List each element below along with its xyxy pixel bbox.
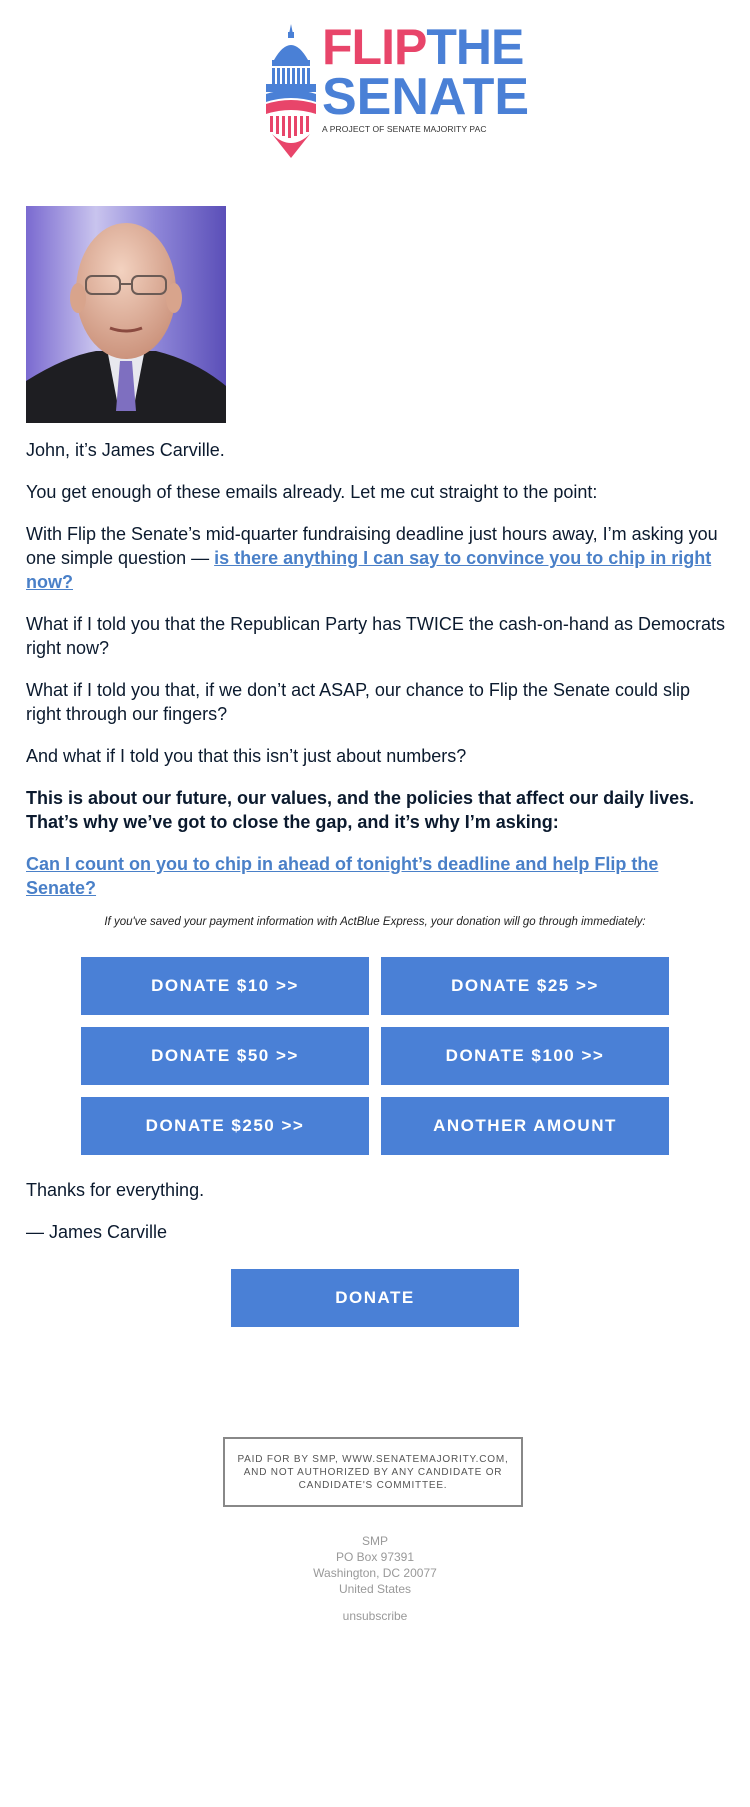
paragraph-cash: What if I told you that the Republican Party has TWICE the cash-on-hand as Democrats right now? (26, 614, 726, 658)
donate-50-button[interactable]: DONATE $50 >> (81, 1027, 369, 1085)
logo-wordmark (322, 19, 530, 134)
donate-10-button[interactable]: DONATE $10 >> (81, 957, 369, 1015)
logo-the: THE (426, 19, 524, 75)
donate-100-button[interactable]: DONATE $100 >> (381, 1027, 669, 1085)
paragraph-question-text: With Flip the Senate’s mid-quarter fundraising deadline just hours away, I’m asking you one simple question — (26, 524, 718, 568)
mailing-address (0, 1533, 750, 1597)
logo-tagline: A PROJECT OF SENATE MAJORITY PAC (322, 124, 487, 134)
capitol-dome-icon (262, 22, 320, 162)
thanks-text: Thanks for everything. (26, 1180, 205, 1200)
logo (262, 19, 530, 162)
logo-senate: SENATE (322, 68, 530, 126)
address-org: SMP (361, 1534, 388, 1548)
paid-for-text: PAID FOR BY SMP, WWW.SENATEMAJORITY.COM, AND NOT AUTHORIZED BY ANY CANDIDATE OR CANDIDATE'S COMMITTEE. (237, 1453, 509, 1491)
donate-button[interactable]: DONATE (231, 1269, 519, 1327)
donate-25-button[interactable]: DONATE $25 >> (381, 957, 669, 1015)
address-po-box: PO Box 97391 (335, 1550, 415, 1564)
paragraph-numbers: And what if I told you that this isn’t just about numbers? (26, 746, 467, 766)
paragraph-asap: What if I told you that, if we don’t act ASAP, our chance to Flip the Senate could slip right through our fingers? (26, 680, 691, 724)
unsubscribe-link[interactable]: unsubscribe (342, 1609, 408, 1623)
chip-in-link[interactable]: is there anything I can say to convince you to chip in right now? (26, 548, 712, 592)
donate-250-button[interactable]: DONATE $250 >> (81, 1097, 369, 1155)
address-country: United States (338, 1582, 412, 1596)
actblue-note: If you've saved your payment information with ActBlue Express, your donation will go through immediately: (104, 916, 646, 928)
cta-link[interactable]: Can I count on you to chip in ahead of tonight’s deadline and help Flip the Senate? (26, 854, 659, 898)
sender-photo (26, 206, 226, 423)
email-body (26, 438, 726, 918)
logo-flip: FLIP (322, 19, 427, 75)
paragraph-question (26, 522, 726, 594)
greeting: John, it’s James Carville. (26, 440, 225, 460)
another-amount-button[interactable]: ANOTHER AMOUNT (381, 1097, 669, 1155)
paragraph-future: This is about our future, our values, and the policies that affect our daily lives. That’s why we’ve got to close the gap, and it’s why I’m asking: (26, 788, 695, 832)
paid-for-disclaimer (223, 1437, 523, 1507)
signature: — James Carville (26, 1222, 168, 1242)
address-city: Washington, DC 20077 (313, 1566, 437, 1580)
paragraph-intro: You get enough of these emails already. Let me cut straight to the point: (26, 482, 598, 502)
